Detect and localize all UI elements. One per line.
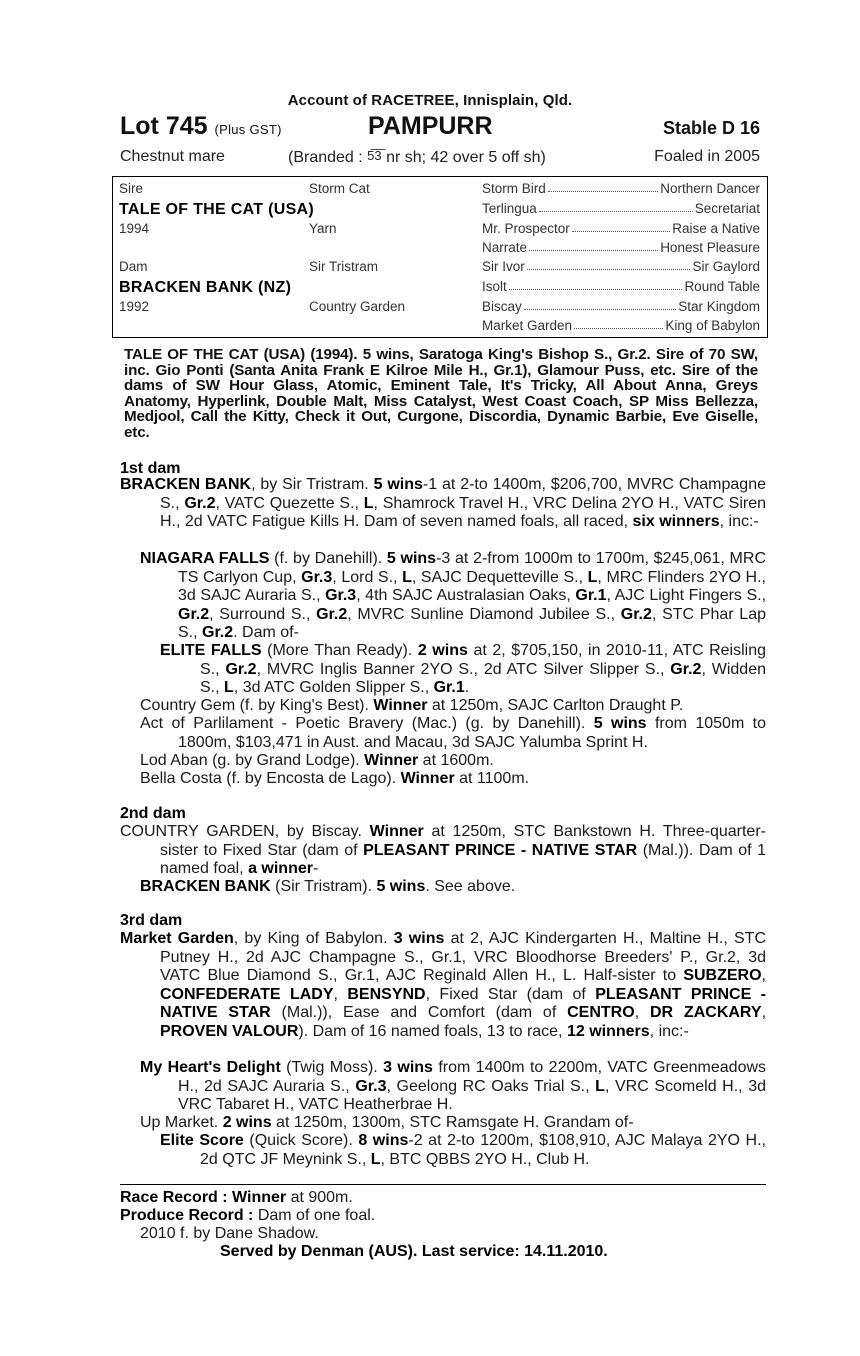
text-run: , AJC Light Fingers S., — [606, 587, 767, 604]
grandparent-left: Mr. Prospector — [482, 221, 570, 236]
bold-run: PLEASANT PRINCE - NATIVE STAR — [363, 841, 638, 859]
sire-sire: Storm Cat — [309, 181, 370, 196]
bold-run: BRACKEN BANK — [140, 878, 271, 895]
bold-run: CONFEDERATE LADY — [160, 985, 334, 1003]
text-run: , Widden S., — [200, 660, 766, 696]
text-run: at 1600m. — [418, 752, 494, 769]
text-run: from 1050m to 1800m, $103,471 in Aust. and Macau, 3d SAJC Yalumba Sprint H. — [178, 715, 766, 751]
grandparent-row — [482, 221, 760, 236]
grandparent-left: Biscay — [482, 299, 522, 314]
second-dam-heading: 2nd dam — [120, 805, 186, 822]
text-run: at 1100m. — [454, 770, 530, 787]
bold-run: a winner — [248, 860, 313, 877]
text-run: at 1250m, STC Bankstown H. Three-quarter-sister to Fixed Star (dam of — [160, 823, 766, 859]
bold-run: 3 wins — [383, 1059, 433, 1076]
bold-run: 3 wins — [393, 930, 445, 947]
bold-run: Gr.2 — [670, 660, 702, 678]
text-run: (Mal.)). Dam of 1 named foal, — [160, 841, 767, 877]
text-run: (More Than Ready). — [261, 642, 418, 659]
lot-number — [120, 112, 282, 141]
grandparent-left: Terlingua — [482, 201, 537, 216]
text-run: , MRC Flinders 2YO H., 3d SAJC Auraria S., — [178, 568, 767, 604]
text-run: , inc:- — [649, 1022, 689, 1040]
bold-run: ELITE FALLS — [160, 642, 262, 659]
dam-label: Dam — [119, 259, 148, 274]
lot-label: Lot 745 — [120, 112, 208, 140]
text-run: , STC Phar Lap S., — [178, 605, 766, 641]
bold-run: Gr.3 — [301, 568, 333, 586]
produce-bracken-bank — [140, 878, 766, 897]
text-run: , MVRC Inglis Banner 2YO S., 2d ATC Silver Slipper S., — [256, 660, 671, 678]
bold-run: 12 winners — [566, 1022, 650, 1040]
bold-run: BENSYND — [347, 985, 426, 1003]
text-run: , MVRC Sunline Diamond Jubilee S., — [347, 605, 621, 623]
race-record-label: Race Record : — [120, 1189, 233, 1206]
text-run: , 4th SAJC Australasian Oaks, — [356, 587, 576, 604]
race-record-winner: Winner — [232, 1189, 287, 1206]
bold-run: Gr.2 — [316, 605, 348, 623]
grandparent-right: Sir Gaylord — [692, 259, 760, 274]
text-run: Country Gem (f. by King's Best). — [140, 697, 374, 714]
produce-record-detail: Dam of one foal. — [257, 1207, 376, 1224]
text-run: , VRC Scomeld H., 3d VRC Tabaret H., VATC Heatherbrae H. — [178, 1077, 767, 1113]
dam-year: 1992 — [119, 299, 150, 314]
horse-description: Chestnut mare — [120, 148, 225, 165]
bold-run: Gr.2 — [178, 605, 210, 623]
text-run: , BTC QBBS 2YO H., Club H. — [380, 1150, 590, 1168]
sire-dam: Yarn — [309, 221, 337, 236]
third-dam-paragraph — [120, 930, 766, 1041]
text-run: , inc:- — [719, 513, 759, 530]
bold-run: BRACKEN BANK — [120, 476, 252, 493]
bold-run: 5 wins — [386, 550, 437, 567]
bold-run: Winner — [373, 697, 428, 714]
race-record-detail: at 900m. — [286, 1189, 353, 1206]
bold-run: L — [224, 679, 234, 696]
bold-run: Gr.2 — [225, 660, 257, 678]
text-run: (Quick Score). — [243, 1132, 359, 1149]
text-run: , SAJC Dequetteville S., — [411, 568, 588, 586]
text-run: , — [634, 1004, 650, 1021]
brand-mark: 5̅3̅ — [367, 148, 382, 163]
first-dam-paragraph — [120, 476, 766, 532]
text-run: at 2, AJC Kindergarten H., Maltine H., STC Putney H., 2d AJC Champagne S., Gr.1, VRC Bloodhorse Breeders' P., Gr.2, 3d VATC Blue Diamond S., Gr.1, AJC Reginald Allen H., L. Half-sister to — [160, 930, 767, 984]
bold-run: NIAGARA FALLS — [140, 550, 270, 567]
bold-run: Gr.2 — [620, 605, 652, 623]
bold-run: 2 wins — [222, 1114, 272, 1131]
text-run: , — [761, 1004, 767, 1021]
text-run: , VATC Quezette S., — [215, 494, 364, 512]
bold-run: My Heart's Delight — [140, 1059, 281, 1076]
text-run: COUNTRY GARDEN, by Biscay. — [120, 823, 370, 840]
bold-run: Gr.3 — [325, 587, 357, 604]
text-run: , Geelong RC Oaks Trial S., — [386, 1077, 596, 1095]
sire-name: TALE OF THE CAT (USA) — [119, 201, 315, 218]
text-run: -3 at 2-from 1000m to 1700m, $245,061, MRC TS Carlyon Cup, — [178, 550, 766, 586]
dam-dam: Country Garden — [309, 299, 406, 314]
bold-run: SUBZERO — [683, 967, 762, 984]
text-run: , — [761, 967, 766, 984]
text-run: , Lord S., — [332, 568, 403, 586]
produce-elite-falls — [160, 642, 766, 698]
grandparent-right: Round Table — [684, 279, 760, 294]
text-run: , — [333, 985, 348, 1003]
grandparent-row — [482, 318, 760, 333]
produce-bella-costa — [140, 770, 766, 789]
produce-record — [120, 1207, 375, 1226]
produce-act-of-parlilament — [140, 715, 766, 752]
text-run: , by Sir Tristram. — [251, 476, 374, 493]
bold-run: PROVEN VALOUR — [160, 1022, 299, 1040]
bold-run: Gr.2 — [202, 624, 234, 641]
text-run: (Sir Tristram). — [270, 878, 377, 895]
grandparent-row — [482, 201, 760, 216]
foaled-year: Foaled in 2005 — [654, 148, 760, 165]
produce-niagara-falls — [140, 550, 766, 643]
text-run: , Shamrock Travel H., VRC Delina 2YO H., VATC Siren H., 2d VATC Fatigue Kills H. Dam of seven named foals, all raced, — [160, 494, 767, 530]
branded-rest: nr sh; 42 over 5 off sh) — [381, 149, 546, 166]
grandparent-row — [482, 299, 760, 314]
bold-run: 5 wins — [593, 715, 647, 732]
grandparent-row — [482, 181, 760, 196]
bold-run: DR ZACKARY — [649, 1004, 762, 1021]
third-dam-heading: 3rd dam — [120, 912, 183, 929]
sire-year: 1994 — [119, 221, 150, 236]
text-run: Act of Parlilament - Poetic Bravery (Mac.) (g. by Danehill). — [140, 715, 594, 732]
bold-run: L — [587, 568, 598, 586]
bold-run: PLEASANT PRINCE - NATIVE STAR — [160, 985, 766, 1021]
grandparent-left: Market Garden — [482, 318, 573, 333]
foal-2010: 2010 f. by Dane Shadow. — [140, 1225, 319, 1242]
bold-run: CENTRO — [567, 1004, 635, 1021]
bold-run: Market Garden — [120, 930, 234, 947]
bold-run: 5 wins — [373, 476, 423, 493]
bold-run: six winners — [632, 513, 720, 530]
grandparent-right: Secretariat — [694, 201, 760, 216]
account-line: Account of RACETREE, Innisplain, Qld. — [287, 92, 573, 109]
bold-run: Winner — [364, 752, 419, 769]
bold-run: Gr.1 — [575, 587, 607, 604]
text-run: (Twig Moss). — [280, 1059, 384, 1076]
text-run: , by King of Babylon. — [233, 930, 394, 947]
branding — [288, 148, 546, 167]
grandparent-right: Honest Pleasure — [660, 240, 760, 255]
bold-run: Gr.2 — [184, 494, 216, 512]
text-run: Up Market. — [140, 1114, 223, 1131]
produce-country-gem — [140, 697, 766, 716]
branded-label: (Branded : — [288, 149, 368, 166]
bold-run: Elite Score — [160, 1132, 244, 1149]
plus-gst: (Plus GST) — [214, 122, 282, 137]
text-run: at 1250m, SAJC Carlton Draught P. — [427, 697, 684, 714]
race-record — [120, 1189, 353, 1208]
grandparent-left: Narrate — [482, 240, 528, 255]
bold-run: Gr.3 — [355, 1077, 387, 1095]
text-run: , Surround S., — [209, 605, 317, 623]
second-dam-paragraph — [120, 823, 766, 879]
grandparent-right: King of Babylon — [665, 318, 760, 333]
text-run: . Dam of- — [233, 624, 299, 641]
horse-name: PAMPURR — [368, 112, 493, 140]
bold-run: L — [595, 1077, 605, 1095]
text-run: -2 at 2-to 1200m, $108,910, AJC Malaya 2YO H., 2d QTC JF Meynink S., — [200, 1132, 766, 1168]
produce-up-market — [140, 1114, 766, 1133]
text-run: Lod Aban (g. by Grand Lodge). — [140, 752, 365, 769]
grandparent-right: Star Kingdom — [678, 299, 760, 314]
sire-summary: TALE OF THE CAT (USA) (1994). 5 wins, Saratoga King's Bishop S., Gr.2. Sire of 70 SW, inc. Gio Ponti (Santa Anita Frank E Kilroe Mile H., Gr.1), Glamour Puss, etc. Sire of the dams of SW Hour Glass, Atomic, Eminent Tale, It's Tricky, All About Anna, Greys Anatomy, Hyperlink, Double Malt, Miss Catalyst, West Coast Coach, SP Miss Bellezza, Medjool, Call the Kitty, Check it Out, Curgone, Discordia, Dynamic Barbie, Eve Giselle, etc. — [124, 346, 758, 441]
text-run: ). Dam of 16 named foals, 13 to race, — [298, 1022, 567, 1040]
text-run: , Fixed Star (dam of — [425, 985, 596, 1003]
text-run: . See above. — [425, 878, 516, 895]
sire-label: Sire — [119, 181, 144, 196]
produce-my-hearts-delight — [140, 1059, 766, 1115]
text-run: Bella Costa (f. by Encosta de Lago). — [140, 770, 401, 787]
text-run: from 1400m to 2200m, VATC Greenmeadows H., 2d SAJC Auraria S., — [178, 1059, 767, 1095]
text-run: at 2, $705,150, in 2010-11, ATC Reisling S., — [200, 642, 766, 678]
pedigree-table — [112, 176, 768, 338]
bold-run: 5 wins — [376, 878, 426, 895]
text-run: (Mal.)), Ease and Comfort (dam of — [270, 1004, 568, 1021]
text-run: -1 at 2-to 1400m, $206,700, MVRC Champagne S., — [160, 476, 766, 512]
stable-location: Stable D 16 — [662, 118, 760, 138]
grandparent-left: Sir Ivor — [482, 259, 525, 274]
bold-run: Gr.1 — [433, 679, 465, 696]
produce-elite-score — [160, 1132, 766, 1169]
text-run: - — [312, 860, 319, 877]
text-run: , 3d ATC Golden Slipper S., — [233, 679, 434, 696]
bold-run: 2 wins — [417, 642, 468, 659]
service-note: Served by Denman (AUS). Last service: 14.11.2010. — [220, 1243, 608, 1260]
bold-run: L — [402, 568, 412, 586]
grandparent-row — [482, 279, 760, 294]
bold-run: L — [363, 494, 374, 512]
dam-sire: Sir Tristram — [309, 259, 378, 274]
grandparent-row — [482, 240, 760, 255]
produce-record-label: Produce Record : — [120, 1207, 258, 1224]
text-run: (f. by Danehill). — [269, 550, 387, 567]
footer-divider — [120, 1184, 766, 1185]
dam-name: BRACKEN BANK (NZ) — [119, 279, 292, 296]
grandparent-left: Storm Bird — [482, 181, 546, 196]
text-run: at 1250m, 1300m, STC Ramsgate H. Grandam of- — [271, 1114, 634, 1131]
bold-run: Winner — [400, 770, 455, 787]
bold-run: L — [370, 1150, 381, 1168]
produce-lod-aban — [140, 752, 766, 771]
first-dam-heading: 1st dam — [120, 460, 181, 477]
bold-run: 8 wins — [358, 1132, 409, 1149]
grandparent-left: Isolt — [482, 279, 507, 294]
bold-run: Winner — [369, 823, 424, 840]
text-run: . — [464, 679, 470, 696]
grandparent-right: Raise a Native — [672, 221, 760, 236]
grandparent-right: Northern Dancer — [660, 181, 760, 196]
grandparent-row — [482, 259, 760, 274]
